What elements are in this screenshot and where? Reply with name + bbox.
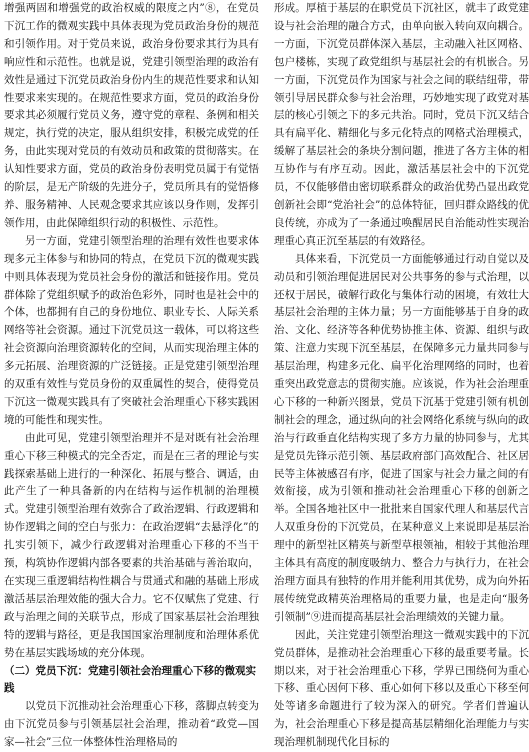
left-column [4,0,259,752]
paragraph: 具体来看，下沉党员一方面能够通过行动自觉以及动员和引领治理促进居民对公共事务的参与式治理，以还权于居民，破解行政化与集体行动的困境，有效壮大基层社会治理的主体力量；另一方面能够基于自身的政治、文化、经济等各种优势协推主体、资源、组织与政策、注意力实现下沉至基层，在保障多元力量共同参与基层治理，构建多元化、扁平化治理网络的同时，也着重突出政党意志的贯彻实施。应该说，作为社会治理重心下移的一种新兴图景，党员下沉基于党建引领有机创制社会的理念，通过纵向的社会网络化系统与纵向的政治与行政垂直化结构实现了多方力量的协同参与，尤其是党员先锋示范引领、基层政府部门高效配合、社区居民等主体被感召有序，促进了国家与社会力量之间的有效衔接，成为引领和推动社会治理重心下移的创新之举。全国各地社区中一批批来自国家代理人和基层代言人双重身份的下沉党员，在某种意义上来说即是基层治理中的新型社区精英与新型草根领袖，相较于其他治理主体具有高度的制度吸纳力、整合力与执行力，在社会治理方面具有独特的作用并能利用其优势，成为向外拓展传统党政精英治理格局的重要力量，也是走向“服务引领制”⑨进而提高基层社会治理绩效的关键力量。 [274,252,529,623]
paragraph: 由此可见，党建引领型治理并不是对既有社会治理重心下移三种模式的完全否定，而是在三者的理论与实践探索基础上进行的一种深化、拓展与整合、调适，由此产生了一种具备新的内在结构与运作机制的治理模式。党建引领型治理有效弥合了政治逻辑、行政逻辑和协作逻辑之间的空白与张力：在政治逻辑“去悬浮化”的扎实引领下，减少行政逻辑对治理重心下移的不当干预，构筑协作逻辑内部各要素的共治基础与善治取向，在实现三重逻辑结构性耦合与贯通式和融的基础上形成激活基层治理效能的强大合力。它不仅赋焦了党建、行政与治理之间的关联节点，形成了国家基层社会治理独特的逻辑与路径，更是我国国家治理制度和治理体系优势在基层实践场域的充分体现。 [4,431,259,659]
paragraph: 形成。厚植于基层的在职党员下沉社区，就丰了政党建设与社会治理的融合方式，由单向嵌入转向双向耦合。一方面，下沉党员群体深入基层，主动融入社区网格、包户楼栋，实现了政党组织与基层社会的有机嵌合。另一方面，下沉党员作为国家与社会之间的联结纽带，带领引导居民群众参与社会治理，巧妙地实现了政党对基层的核心引领之下的多元共治。同时，党员下沉又结合具有扁平化、精细化与多元化特点的网格式治理模式，缓解了基层社会的条块分割问题，推进了各方主体的相互协作与有序互动。因此，激活基层社会中的下沉党员，不仅能够借由密切联系群众的政治优势凸显出政党创新社会即“党治社会”的总体特征，回归群众路线的优良传统，亦成为了一条通过唤醒居民自治能动性实现治理重心真正沉至基层的有效路径。 [274,2,529,247]
section-number: （二） [4,664,36,677]
section-heading-text: 党员下沉：党建引领社会治理重心下移的微观实践 [4,664,256,695]
paragraph: 以党员下沉推动社会治理重心下移，落脚点转变为由下沉党员参与引领基层社会治理，推动着“政党—国家—社会”三位一体整体性治理格局的 [4,700,259,749]
section-heading [4,663,259,699]
paragraph: 因此，关注党建引领型治理这一微观实践中的下沉党员群体，是推动社会治理重心下移的最重要考量。长期以来，对于社会治理重心下移，学界已围绕何为重心下移、重心因何下移、重心如何下移以及重心下移至何处等诸多命题进行了较为深入的研究。学者们普遍认为，社会治理重心下移是提高基层精细化治理能力与实现治理机制现代化目标的 [274,628,529,749]
paragraph: 另一方面，党建引领型治理的治理有效性也要求体现多元主体参与和协同的特点，在党员下沉的微观实践中则具体表现为党员社会身份的激活和链接作用。党员群体除了党组织赋予的政治色彩外，同时也是社会中的个体，也都拥有自己的身份地位、职业专长、人际关系网络等社会资源。通过下沉党员这一载体，可以将这些社会资源向治理资源转化的空间，从而实现治理主体的多元拓展、治理资源的广泛链接。正是党建引领型治理的双重有效性与党员身份的双重属性的契合，使得党员下沉这一微观实践具有了突破社会治理重心下移实践困境的可能性和现实性。 [4,234,259,426]
right-column [274,0,529,752]
paragraph: 增强两固和增强党的政治权威的限度之内”⑧，在党员下沉工作的微观实践中具体表现为党员政治身份的规范和引领作用。对于党员来说，政治身份要求其行为具有响应性和示范性。也就是说，党建引领型治理的政治有效性是通过下沉党员政治身份内生的规范性要求和认知性要求来实现的。在规范性要求方面，党员的政治身份要求其必须履行党员义务，遵守党的章程、条例和相关规定，执行党的决定，服从组织安排，积极完成党的任务，由此实现对党员的有效动员和政策的贯彻落实。在认知性要求方面，党员的政治身份表明党员属于有觉悟的阶层，是无产阶级的先进分子，党员所具有的觉悟修养、服务精神、人民观念要求其应该以身作则，发挥引领作用，由此保障组织行动的积极性、示范性。 [4,2,259,229]
